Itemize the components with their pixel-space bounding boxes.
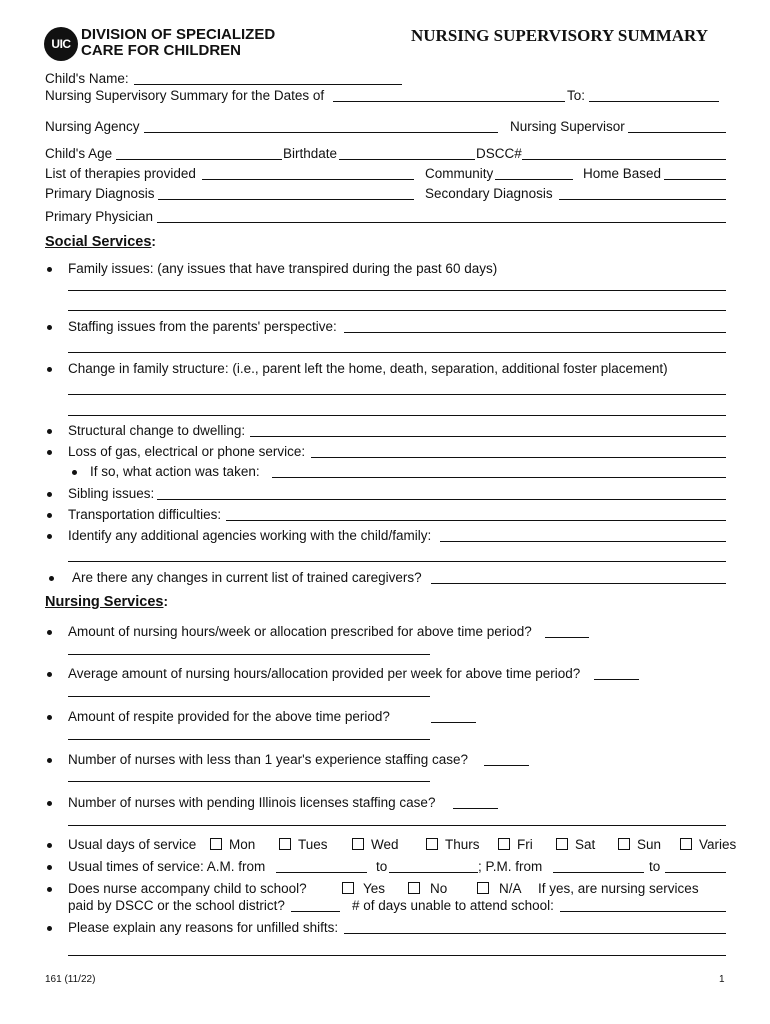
home-based-field[interactable] (664, 179, 726, 180)
primary-physician-label: Primary Physician (45, 209, 154, 224)
page-title: NURSING SUPERVISORY SUMMARY (411, 26, 708, 45)
bullet (47, 865, 52, 870)
home-based-label: Home Based (583, 166, 662, 181)
family-issues-line-1[interactable] (68, 290, 726, 291)
dscc-label: DSCC# (476, 146, 522, 161)
bullet (47, 887, 52, 892)
action-taken-label: If so, what action was taken: (90, 464, 260, 479)
bullet (47, 758, 52, 763)
nursing-services-heading: Nursing Services: (45, 594, 168, 610)
staffing-parents-label: Staffing issues from the parents' perspective: (68, 319, 337, 334)
transportation-field[interactable] (226, 520, 726, 521)
pm-from-field[interactable] (553, 872, 644, 873)
bullet (47, 926, 52, 931)
nursing-supervisor-label: Nursing Supervisor (510, 119, 625, 134)
school-no-label: No (430, 881, 448, 896)
fri-label: Fri (517, 837, 533, 852)
hours-provided-field[interactable] (594, 679, 639, 680)
dwelling-field[interactable] (250, 436, 726, 437)
unfilled-field[interactable] (344, 933, 726, 934)
usual-days-label: Usual days of service (68, 837, 197, 852)
bullet (47, 429, 52, 434)
wed-checkbox[interactable] (352, 838, 364, 850)
form-number: 161 (11/22) (45, 974, 96, 985)
secondary-diagnosis-label: Secondary Diagnosis (425, 186, 553, 201)
gas-electric-field[interactable] (311, 457, 726, 458)
caregivers-label: Are there any changes in current list of trained caregivers? (72, 570, 422, 585)
therapies-label: List of therapies provided (45, 166, 196, 181)
pm-to-field[interactable] (665, 872, 726, 873)
birthdate-field[interactable] (339, 159, 475, 160)
paid-by-field[interactable] (291, 911, 340, 912)
dates-from-field[interactable] (333, 101, 565, 102)
mon-label: Mon (229, 837, 256, 852)
therapies-field[interactable] (202, 179, 414, 180)
sun-checkbox[interactable] (618, 838, 630, 850)
tues-label: Tues (298, 837, 328, 852)
family-issues-label: Family issues: (any issues that have transpired during the past 60 days) (68, 261, 498, 276)
nursing-supervisor-field[interactable] (628, 132, 726, 133)
childs-age-label: Child's Age (45, 146, 113, 161)
family-structure-line-2[interactable] (68, 415, 726, 416)
bullet (47, 715, 52, 720)
childs-age-field[interactable] (116, 159, 282, 160)
primary-diagnosis-label: Primary Diagnosis (45, 186, 155, 201)
gas-electric-label: Loss of gas, electrical or phone service: (68, 444, 306, 459)
pm-to-label: to (649, 859, 661, 874)
hours-provided-line-2[interactable] (68, 696, 430, 697)
nursing-agency-label: Nursing Agency (45, 119, 140, 134)
dates-of-label: Nursing Supervisory Summary for the Dates of (45, 88, 325, 103)
nurses-experience-field[interactable] (484, 765, 529, 766)
sat-checkbox[interactable] (556, 838, 568, 850)
mon-checkbox[interactable] (210, 838, 222, 850)
thurs-checkbox[interactable] (426, 838, 438, 850)
respite-label: Amount of respite provided for the above time period? (68, 709, 390, 724)
to-label: To: (567, 88, 586, 103)
primary-diagnosis-field[interactable] (158, 199, 414, 200)
nurses-licenses-line-2[interactable] (68, 825, 726, 826)
nurses-licenses-field[interactable] (453, 808, 498, 809)
community-field[interactable] (495, 179, 573, 180)
nurses-experience-label: Number of nurses with less than 1 year's experience staffing case? (68, 752, 469, 767)
bullet (47, 801, 52, 806)
school-na-checkbox[interactable] (477, 882, 489, 894)
sat-label: Sat (575, 837, 596, 852)
school-na-label: N/A (499, 881, 522, 896)
social-services-heading: Social Services: (45, 234, 156, 250)
school-no-checkbox[interactable] (408, 882, 420, 894)
family-issues-line-2[interactable] (68, 310, 726, 311)
uic-logo: UIC (44, 27, 78, 61)
agencies-label: Identify any additional agencies working with the child/family: (68, 528, 432, 543)
bullet (47, 513, 52, 518)
page-number: 1 (719, 974, 725, 985)
school-question-label: Does nurse accompany child to school? (68, 881, 307, 896)
school-yes-label: Yes (363, 881, 386, 896)
sun-label: Sun (637, 837, 662, 852)
if-yes-label: If yes, are nursing services (538, 881, 699, 896)
unfilled-label: Please explain any reasons for unfilled shifts: (68, 920, 339, 935)
days-unable-field[interactable] (560, 911, 726, 912)
logo-line-2: CARE FOR CHILDREN (81, 42, 241, 59)
respite-line-2[interactable] (68, 739, 430, 740)
unfilled-line-2[interactable] (68, 955, 726, 956)
community-label: Community (425, 166, 494, 181)
days-unable-label: # of days unable to attend school: (352, 898, 554, 913)
sibling-field[interactable] (157, 499, 726, 500)
transportation-label: Transportation difficulties: (68, 507, 222, 522)
school-yes-checkbox[interactable] (342, 882, 354, 894)
bullet (47, 450, 52, 455)
caregivers-field[interactable] (431, 583, 726, 584)
wed-label: Wed (371, 837, 399, 852)
fri-checkbox[interactable] (498, 838, 510, 850)
varies-label: Varies (699, 837, 737, 852)
bullet (47, 843, 52, 848)
usual-times-label: Usual times of service: A.M. from (68, 859, 266, 874)
bullet (47, 492, 52, 497)
action-taken-field[interactable] (272, 477, 726, 478)
hours-prescribed-line-2[interactable] (68, 654, 430, 655)
logo-line-1: DIVISION OF SPECIALIZED (81, 26, 276, 43)
respite-field[interactable] (431, 722, 476, 723)
childs-name-label: Child's Name: (45, 71, 129, 86)
nurses-licenses-label: Number of nurses with pending Illinois licenses staffing case? (68, 795, 436, 810)
nursing-agency-field[interactable] (144, 132, 498, 133)
thurs-label: Thurs (445, 837, 480, 852)
bullet (47, 267, 52, 272)
staffing-parents-line-2[interactable] (68, 352, 726, 353)
am-to-label: to (376, 859, 388, 874)
sibling-label: Sibling issues: (68, 486, 155, 501)
dscc-field[interactable] (522, 159, 726, 160)
am-from-field[interactable] (276, 872, 367, 873)
primary-physician-field[interactable] (157, 222, 726, 223)
bullet (47, 367, 52, 372)
agencies-line-2[interactable] (68, 561, 726, 562)
varies-checkbox[interactable] (680, 838, 692, 850)
birthdate-label: Birthdate (283, 146, 338, 161)
hours-provided-label: Average amount of nursing hours/allocation provided per week for above time period? (68, 666, 581, 681)
hours-prescribed-label: Amount of nursing hours/week or allocation prescribed for above time period? (68, 624, 532, 639)
bullet (47, 630, 52, 635)
dates-to-field[interactable] (589, 101, 719, 102)
dwelling-label: Structural change to dwelling: (68, 423, 246, 438)
sub-bullet (72, 470, 77, 475)
nurses-experience-line-2[interactable] (68, 781, 430, 782)
bullet (47, 672, 52, 677)
family-structure-label: Change in family structure: (i.e., parent left the home, death, separation, additional foster placement) (68, 361, 668, 376)
agencies-field[interactable] (440, 541, 726, 542)
childs-name-field[interactable] (134, 84, 402, 85)
secondary-diagnosis-field[interactable] (559, 199, 726, 200)
am-to-field[interactable] (389, 872, 478, 873)
hours-prescribed-field[interactable] (545, 637, 589, 638)
tues-checkbox[interactable] (279, 838, 291, 850)
bullet (49, 576, 54, 581)
family-structure-line-1[interactable] (68, 394, 726, 395)
pm-from-label: ; P.M. from (478, 859, 543, 874)
paid-by-label: paid by DSCC or the school district? (68, 898, 285, 913)
bullet (47, 534, 52, 539)
staffing-parents-field[interactable] (344, 332, 726, 333)
bullet (47, 325, 52, 330)
